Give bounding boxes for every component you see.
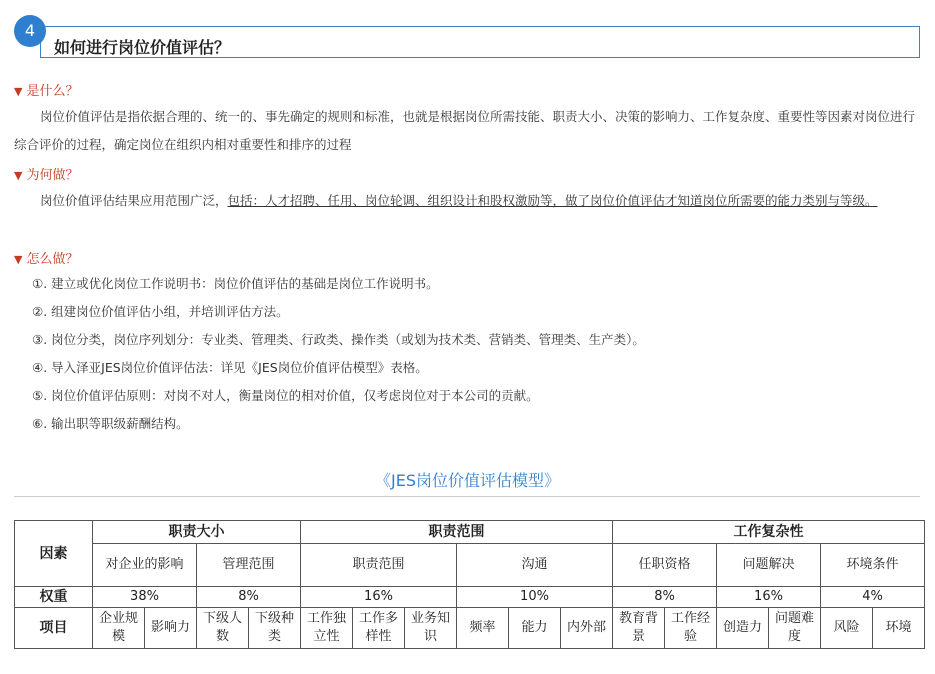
group-header: 职责范围 xyxy=(301,521,613,544)
item-cell: 创造力 xyxy=(717,608,769,649)
how-heading-text: 怎么做？ xyxy=(26,252,79,267)
subfactor-cell: 沟通 xyxy=(457,544,613,587)
item-cell: 工作独立性 xyxy=(301,608,353,649)
what-heading xyxy=(14,80,78,99)
list-item: ③. 岗位分类，岗位序列划分：专业类、管理类、行政类、操作类（或划为技术类、营销类、管理类、生产类）。 xyxy=(32,332,645,347)
item-cell: 能力 xyxy=(509,608,561,649)
item-cell: 下级种类 xyxy=(249,608,301,649)
group-header: 工作复杂性 xyxy=(613,521,925,544)
item-cell: 工作经验 xyxy=(665,608,717,649)
list-item: ④. 导入泽亚JES岗位价值评估法：详见《JES岗位价值评估模型》表格。 xyxy=(32,360,428,375)
item-cell: 内外部 xyxy=(561,608,613,649)
triangle-down-icon: ▼ xyxy=(14,253,23,266)
jes-model-table xyxy=(14,520,925,649)
list-item: ①. 建立或优化岗位工作说明书：岗位价值评估的基础是岗位工作说明书。 xyxy=(32,276,439,291)
item-cell: 下级人数 xyxy=(197,608,249,649)
triangle-down-icon: ▼ xyxy=(14,85,23,98)
item-cell: 教育背景 xyxy=(613,608,665,649)
subfactor-cell: 职责范围 xyxy=(301,544,457,587)
subfactor-cell: 管理范围 xyxy=(197,544,301,587)
model-title: 《JES岗位价值评估模型》 xyxy=(375,471,560,490)
list-item: ②. 组建岗位价值评估小组，并培训评估方法。 xyxy=(32,304,289,319)
subfactor-cell: 问题解决 xyxy=(717,544,821,587)
why-text-underlined: 包括：人才招聘、任用、岗位轮调、组织设计和股权激励等，做了岗位价值评估才知道岗位所需要的能力类别与等级。 xyxy=(227,193,878,208)
item-cell: 风险 xyxy=(821,608,873,649)
weight-cell: 38% xyxy=(93,587,197,608)
weight-cell: 8% xyxy=(197,587,301,608)
why-heading xyxy=(14,164,78,183)
divider xyxy=(14,496,920,497)
weight-cell: 8% xyxy=(613,587,717,608)
item-cell: 工作多样性 xyxy=(353,608,405,649)
item-label: 项目 xyxy=(15,608,93,649)
weight-cell: 4% xyxy=(821,587,925,608)
how-heading xyxy=(14,248,78,267)
item-cell: 频率 xyxy=(457,608,509,649)
item-cell: 环境 xyxy=(873,608,925,649)
factor-label: 因素 xyxy=(15,521,93,587)
why-heading-text: 为何做？ xyxy=(26,168,79,183)
item-cell: 业务知识 xyxy=(405,608,457,649)
what-paragraph xyxy=(14,103,919,159)
subfactor-cell: 对企业的影响 xyxy=(93,544,197,587)
weight-cell: 10% xyxy=(457,587,613,608)
weight-cell: 16% xyxy=(301,587,457,608)
why-paragraph xyxy=(14,187,919,215)
item-cell: 企业规模 xyxy=(93,608,145,649)
what-heading-text: 是什么？ xyxy=(26,84,79,99)
how-steps-list xyxy=(32,270,645,438)
section-number-badge: 4 xyxy=(14,15,46,47)
weight-label: 权重 xyxy=(15,587,93,608)
triangle-down-icon: ▼ xyxy=(14,169,23,182)
list-item: ⑤. 岗位价值评估原则：对岗不对人，衡量岗位的相对价值，仅考虑岗位对于本公司的贡献。 xyxy=(32,388,539,403)
subfactor-cell: 环境条件 xyxy=(821,544,925,587)
item-cell: 问题难度 xyxy=(769,608,821,649)
item-cell: 影响力 xyxy=(145,608,197,649)
subfactor-cell: 任职资格 xyxy=(613,544,717,587)
group-header: 职责大小 xyxy=(93,521,301,544)
list-item: ⑥. 输出职等职级薪酬结构。 xyxy=(32,416,189,431)
section-title: 如何进行岗位价值评估？ xyxy=(54,38,231,57)
why-text: 岗位价值评估结果应用范围广泛， xyxy=(40,193,228,208)
what-text: 岗位价值评估是指依据合理的、统一的、事先确定的规则和标准，也就是根据岗位所需技能、职责大小、决策的影响力、工作复杂度、重要性等因素对岗位进行综合评价的过程，确定岗位在组织内相对重要性和排序的过程 xyxy=(14,109,916,152)
weight-cell: 16% xyxy=(717,587,821,608)
